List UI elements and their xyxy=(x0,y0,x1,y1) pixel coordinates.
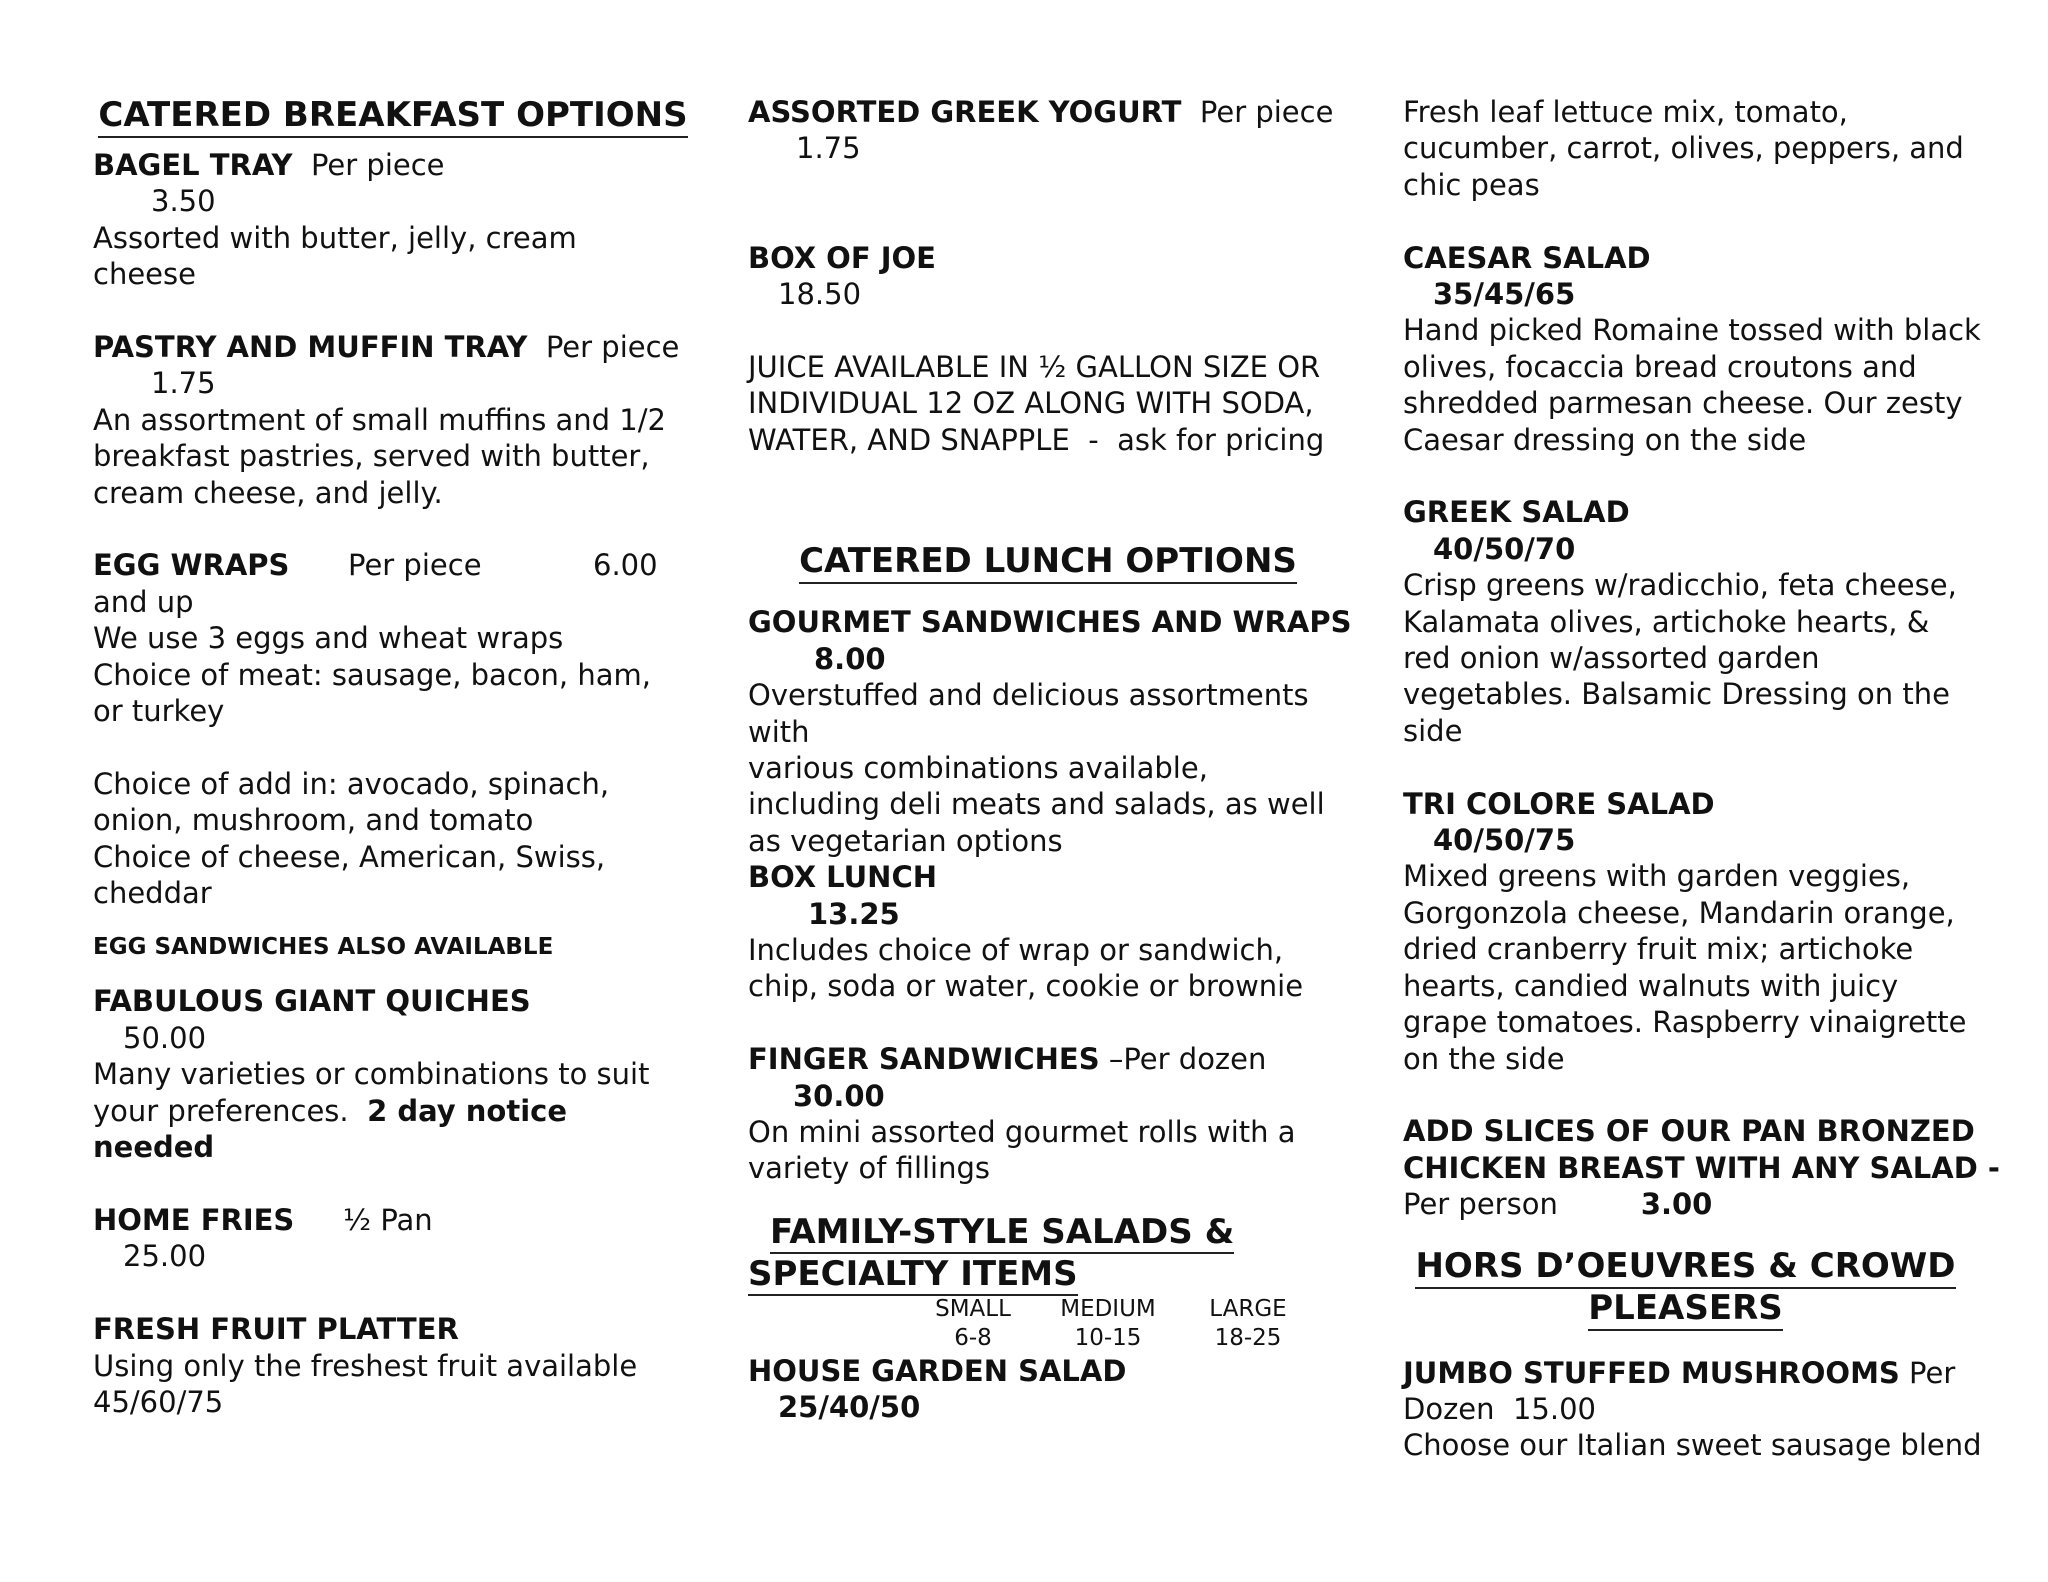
menu-item-description: Gorgonzola cheese, Mandarin orange, xyxy=(1403,895,1955,930)
menu-item-description: Assorted with butter, jelly, cream xyxy=(93,220,577,255)
menu-item-price: 3.00 xyxy=(1640,1187,1713,1222)
menu-item-price: 25/40/50 xyxy=(778,1390,921,1425)
yogurt-title-row xyxy=(748,94,1348,130)
menu-item-description: Kalamata olives, artichoke hearts, & xyxy=(1403,604,1930,639)
menu-item-price: 40/50/70 xyxy=(1433,531,1576,566)
pastry-tray-title-row xyxy=(93,329,693,365)
menu-item-description: Many varieties or combinations to suit xyxy=(93,1057,650,1092)
family-style-heading: FAMILY-STYLE SALADS & xyxy=(770,1211,1235,1252)
menu-item-description: red onion w/assorted garden xyxy=(1403,641,1820,676)
menu-item-description: Fresh leaf lettuce mix, tomato, xyxy=(1403,95,1848,129)
greek-salad-title: GREEK SALAD xyxy=(1403,495,1630,530)
menu-item-description: Overstuffed and delicious assortments xyxy=(748,678,1309,713)
menu-item-price: 3.50 xyxy=(151,184,216,219)
menu-item-unit: Per piece xyxy=(348,548,482,583)
menu-item-title: EGG WRAPS xyxy=(93,548,290,583)
breakfast-heading: CATERED BREAKFAST OPTIONS xyxy=(93,94,693,136)
family-style-heading-line-2: SPECIALTY ITEMS xyxy=(748,1253,1078,1294)
menu-item-description: as vegetarian options xyxy=(748,823,1063,858)
menu-item-price: 40/50/75 xyxy=(1433,823,1576,858)
menu-item-description: olives, focaccia bread croutons and xyxy=(1403,349,1917,384)
chicken-addon-text: CHICKEN BREAST WITH ANY SALAD - xyxy=(1403,1150,2000,1185)
menu-item-description: dried cranberry fruit mix; artichoke xyxy=(1403,932,1914,967)
menu-item-price: Dozen 15.00 xyxy=(1403,1391,1596,1426)
menu-item-price: 25.00 xyxy=(123,1239,207,1274)
menu-item-description: shredded parmesan cheese. Our zesty xyxy=(1403,386,1963,421)
menu-item-price: 8.00 xyxy=(814,641,886,676)
menu-item-unit: Per person xyxy=(1403,1187,1558,1222)
menu-item-price-note: and up xyxy=(93,584,194,619)
caesar-salad-title: CAESAR SALAD xyxy=(1403,240,1651,275)
menu-item-description: chic peas xyxy=(1403,167,1540,202)
juice-note: JUICE AVAILABLE IN ½ GALLON SIZE OR xyxy=(748,349,1321,384)
menu-item-description: Using only the freshest fruit available xyxy=(93,1348,638,1383)
menu-item-price: 30.00 xyxy=(793,1078,885,1113)
menu-item-price: 1.75 xyxy=(796,131,861,166)
menu-item-description: Mixed greens with garden veggies, xyxy=(1403,859,1911,894)
menu-column-2 xyxy=(748,94,1352,1426)
chicken-addon-price-row xyxy=(1403,1186,2003,1222)
menu-item-description: cheddar xyxy=(93,876,212,911)
hors-doeuvres-heading: HORS D’OEUVRES & CROWD xyxy=(1403,1245,1968,1287)
menu-item-description: Hand picked Romaine tossed with black xyxy=(1403,313,1981,348)
quiche-notice-row xyxy=(93,1093,693,1129)
size-labels-row xyxy=(748,1295,1348,1324)
menu-item-title: FINGER SANDWICHES xyxy=(748,1042,1100,1077)
hors-doeuvres-heading-line-2: PLEASERS xyxy=(1403,1287,1968,1329)
menu-item-description: various combinations available, xyxy=(748,751,1208,786)
menu-item-title: ASSORTED GREEK YOGURT xyxy=(748,95,1182,129)
juice-note: WATER, AND SNAPPLE - ask for pricing xyxy=(748,422,1325,457)
menu-item-description: On mini assorted gourmet rolls with a xyxy=(748,1115,1296,1150)
menu-item-description: vegetables. Balsamic Dressing on the xyxy=(1403,677,1950,712)
menu-item-title: BAGEL TRAY xyxy=(93,148,293,182)
finger-sandwiches-title-row xyxy=(748,1041,1348,1077)
menu-item-description: We use 3 eggs and wheat wraps xyxy=(93,621,564,656)
menu-item-price: 6.00 xyxy=(593,548,658,583)
house-garden-salad-title: HOUSE GARDEN SALAD xyxy=(748,1353,1127,1388)
juice-note: INDIVIDUAL 12 OZ ALONG WITH SODA, xyxy=(748,386,1314,421)
lunch-heading: CATERED LUNCH OPTIONS xyxy=(748,540,1348,582)
egg-wraps-title-row xyxy=(93,547,693,583)
serves-row xyxy=(748,1324,1348,1353)
menu-item-price: 1.75 xyxy=(151,366,216,401)
menu-item-price: 45/60/75 xyxy=(93,1384,224,1419)
tri-colore-salad-title: TRI COLORE SALAD xyxy=(1403,786,1715,821)
menu-item-description: onion, mushroom, and tomato xyxy=(93,803,534,838)
size-small-label: SMALL xyxy=(935,1295,1011,1322)
menu-item-unit: Per piece xyxy=(1199,95,1334,129)
menu-item-description: Caesar dressing on the side xyxy=(1403,422,1807,457)
notice-text: 2 day notice xyxy=(367,1093,568,1128)
menu-item-price: 13.25 xyxy=(808,896,900,931)
menu-column-3 xyxy=(1403,94,2003,1464)
menu-column-1 xyxy=(93,92,693,1420)
menu-item-description: grape tomatoes. Raspberry vinaigrette xyxy=(1403,1005,1967,1040)
menu-item-description: Choose our Italian sweet sausage blend xyxy=(1403,1428,1982,1463)
size-large-label: LARGE xyxy=(1209,1295,1287,1322)
menu-item-price: 18.50 xyxy=(778,277,862,311)
menu-item-description: Choice of add in: avocado, spinach, xyxy=(93,766,610,801)
menu-item-description: hearts, candied walnuts with juicy xyxy=(1403,968,1899,1003)
gourmet-sandwiches-title: GOURMET SANDWICHES AND WRAPS xyxy=(748,605,1352,640)
home-fries-title-row xyxy=(93,1202,693,1238)
box-lunch-title: BOX LUNCH xyxy=(748,860,937,895)
menu-item-description: variety of fillings xyxy=(748,1151,991,1186)
menu-item-title: PASTRY AND MUFFIN TRAY xyxy=(93,330,528,365)
menu-item-description: side xyxy=(1403,713,1463,748)
egg-sandwiches-note: EGG SANDWICHES ALSO AVAILABLE xyxy=(93,934,554,961)
menu-item-description: Choice of meat: sausage, bacon, ham, xyxy=(93,657,651,692)
box-of-joe-title: BOX OF JOE xyxy=(748,240,936,275)
menu-item-description: with xyxy=(748,714,810,749)
bagel-tray-title-row xyxy=(93,147,693,183)
chicken-addon-text: ADD SLICES OF OUR PAN BRONZED xyxy=(1403,1114,1975,1149)
menu-item-description: including deli meats and salads, as well xyxy=(748,787,1325,822)
menu-item-title: JUMBO STUFFED MUSHROOMS xyxy=(1403,1355,1900,1390)
menu-item-description: breakfast pastries, served with butter, xyxy=(93,439,650,474)
menu-item-description: cucumber, carrot, olives, peppers, and xyxy=(1403,131,1964,166)
menu-item-description: on the side xyxy=(1403,1041,1565,1076)
menu-item-description: your preferences. xyxy=(93,1093,349,1128)
serves-large: 18-25 xyxy=(1214,1324,1282,1351)
menu-item-description: cream cheese, and jelly. xyxy=(93,475,443,510)
menu-item-price: 35/45/65 xyxy=(1433,277,1576,312)
menu-item-unit: Per piece xyxy=(310,148,445,182)
quiche-title: FABULOUS GIANT QUICHES xyxy=(93,984,531,1019)
menu-item-unit: Per piece xyxy=(545,330,680,365)
menu-item-description: chip, soda or water, cookie or brownie xyxy=(748,969,1304,1004)
menu-item-description: Crisp greens w/radicchio, feta cheese, xyxy=(1403,568,1957,603)
fruit-platter-title: FRESH FRUIT PLATTER xyxy=(93,1312,459,1347)
size-medium-label: MEDIUM xyxy=(1060,1295,1156,1322)
menu-item-unit: ½ Pan xyxy=(343,1202,433,1237)
serves-medium: 10-15 xyxy=(1074,1324,1142,1351)
menu-item-description: Choice of cheese, American, Swiss, xyxy=(93,839,606,874)
menu-item-unit: –Per dozen xyxy=(1108,1042,1267,1077)
menu-item-unit: Per xyxy=(1909,1355,1956,1390)
menu-item-description: An assortment of small muffins and 1/2 xyxy=(93,402,666,437)
serves-small: 6-8 xyxy=(954,1324,992,1351)
menu-item-description: Includes choice of wrap or sandwich, xyxy=(748,933,1284,968)
notice-text: needed xyxy=(93,1130,215,1165)
menu-item-title: HOME FRIES xyxy=(93,1202,295,1237)
mushrooms-title-row xyxy=(1403,1355,2003,1391)
menu-item-price: 50.00 xyxy=(123,1020,207,1055)
menu-item-description: or turkey xyxy=(93,694,225,729)
menu-item-description: cheese xyxy=(93,257,196,292)
